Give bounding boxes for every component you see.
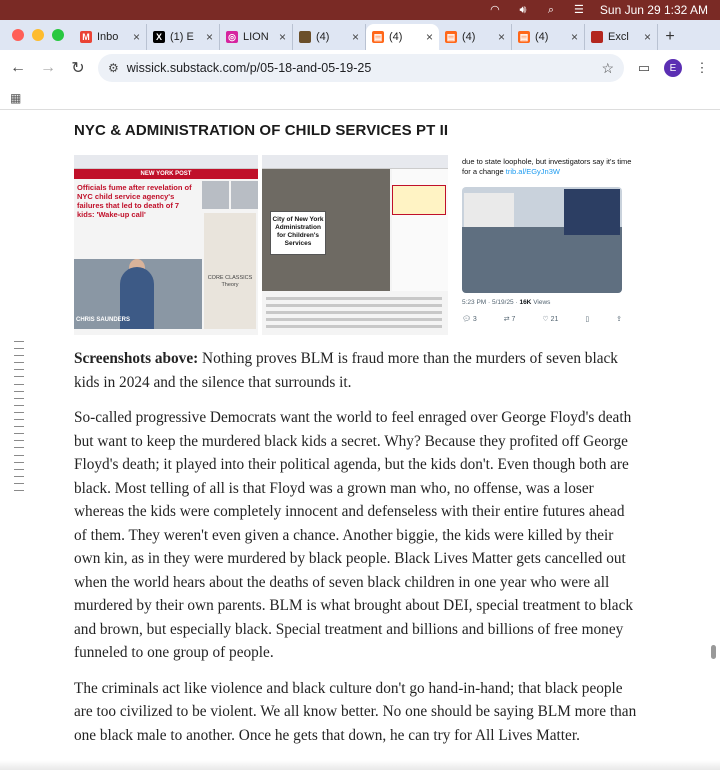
tab-label: (1) E	[170, 31, 194, 43]
tweet-text: due to state loophole, but investigators say it's time for a change trib.al/EGyJn3W	[462, 157, 632, 176]
close-window-button[interactable]	[12, 29, 24, 41]
article-body	[74, 347, 640, 759]
nypost-headline: Officials fume after revelation of NYC child service agency's failures that led to death of 7 kids: 'Wake-up call'	[77, 183, 192, 219]
address-bar[interactable]	[98, 54, 624, 82]
tab-favicon-icon: M	[80, 31, 92, 43]
glass-building	[462, 227, 622, 293]
tab-label: LION	[243, 31, 269, 43]
tweet-meta: 5:23 PM · 5/19/25 · 16K Views	[462, 299, 551, 306]
bookmark-icon: ▯	[585, 316, 590, 323]
table-of-contents-rail[interactable]	[14, 341, 24, 497]
article-body-lines	[266, 297, 442, 332]
tab-favicon-icon: X	[153, 31, 165, 43]
new-tab-button[interactable]: +	[665, 28, 675, 45]
tab-label: (4)	[316, 31, 330, 43]
browser-tab[interactable]	[293, 24, 366, 50]
tab-label: Excl	[608, 31, 629, 43]
video-lower-third: CHRIS SAUNDERS	[76, 317, 131, 323]
acs-sign-inset	[464, 193, 514, 227]
tab-strip	[0, 20, 720, 50]
reload-icon[interactable]: ↻	[71, 60, 85, 77]
tab-favicon-icon: ▤	[519, 32, 529, 42]
related-thumbnails	[202, 181, 258, 209]
window-controls	[0, 20, 74, 50]
tweet-image	[462, 187, 622, 293]
close-tab-icon[interactable]: ×	[132, 30, 140, 44]
zoom-window-button[interactable]	[52, 29, 64, 41]
spotlight-search-icon[interactable]: ⌕	[547, 4, 554, 16]
tweet-actions	[462, 315, 622, 323]
browser-tab[interactable]	[74, 24, 147, 50]
close-tab-icon[interactable]: ×	[570, 30, 578, 44]
close-tab-icon[interactable]: ×	[497, 30, 505, 44]
profile-avatar[interactable]: E	[664, 59, 682, 77]
reply-icon: 💬︎ 3	[462, 316, 477, 323]
screenshot-acs-building[interactable]	[262, 155, 448, 335]
control-center-icon[interactable]: ☰	[573, 4, 584, 16]
screenshot-tweet[interactable]	[462, 155, 634, 335]
share-icon: ⇪	[616, 316, 622, 323]
page-scrollbar[interactable]	[711, 645, 716, 659]
browser-menu-icon[interactable]: ⋮	[695, 60, 709, 75]
bottom-fade	[0, 760, 720, 770]
acs-building-photo	[262, 169, 390, 291]
site-info-icon[interactable]: ⚙	[108, 61, 119, 75]
video-frame	[74, 259, 202, 329]
reading-mode-icon[interactable]: ▭	[637, 60, 651, 75]
substack-post	[0, 111, 720, 770]
close-tab-icon[interactable]: ×	[643, 30, 651, 44]
forward-arrow-icon[interactable]: →	[40, 59, 56, 76]
screenshot-collage	[74, 155, 634, 335]
close-tab-icon[interactable]: ×	[425, 30, 433, 44]
tab-favicon-icon: ▤	[446, 32, 456, 42]
repost-icon: ⇄ 7	[503, 316, 516, 323]
apps-grid-icon[interactable]: ▦	[10, 90, 22, 105]
wifi-icon[interactable]: ◠	[490, 4, 500, 16]
tab-favicon-icon: ▤	[373, 32, 383, 42]
ad-text: CORE CLASSICS Theory	[207, 275, 253, 288]
back-arrow-icon[interactable]: ←	[10, 59, 26, 76]
browser-toolbar	[0, 50, 720, 86]
close-tab-icon[interactable]: ×	[351, 30, 359, 44]
tab-favicon-icon	[299, 31, 311, 43]
minimize-window-button[interactable]	[32, 29, 44, 41]
macos-menubar	[0, 0, 720, 20]
tweet-link[interactable]: trib.al/EGyJn3W	[505, 167, 560, 176]
post-section-heading: NYC & ADMINISTRATION OF CHILD SERVICES PT II	[74, 122, 449, 139]
browser-tab[interactable]	[439, 24, 512, 50]
tab-label: Inbo	[97, 31, 119, 43]
acs-sign: City of New York Administration for Children's Services	[270, 211, 326, 255]
tab-label: (4)	[535, 31, 549, 43]
side-advertisement	[204, 213, 256, 329]
nypost-masthead: NEW YORK POST	[74, 169, 258, 179]
like-icon: ♡ 21	[542, 316, 559, 323]
screenshot-nypost-article[interactable]	[74, 155, 258, 335]
tab-label: (4)	[462, 31, 476, 43]
browser-tab[interactable]	[220, 24, 293, 50]
volume-icon[interactable]: 🔊︎	[519, 4, 527, 16]
close-tab-icon[interactable]: ×	[278, 30, 286, 44]
embedded-browser-bar	[74, 155, 258, 169]
paragraph-3: The criminals act like violence and black culture don't go hand-in-hand; that black people are too civilized to be violent. We all know better. No one should be saying BLM more than one black male to another. Once he gets that down, he can try for All Lives Matter.	[74, 679, 637, 744]
embedded-browser-bar	[262, 155, 448, 169]
bookmarks-bar	[0, 86, 720, 110]
browser-tab[interactable]	[585, 24, 658, 50]
tab-favicon-icon: ◎	[226, 31, 238, 43]
tab-favicon-icon	[591, 31, 603, 43]
browser-tab[interactable]	[147, 24, 220, 50]
tab-label: (4)	[389, 31, 403, 43]
menubar-datetime[interactable]: Sun Jun 29 1:32 AM	[599, 3, 708, 17]
browser-tab[interactable]	[366, 24, 439, 50]
nypost-promo-box	[392, 185, 446, 215]
close-tab-icon[interactable]: ×	[205, 30, 213, 44]
browser-tab[interactable]	[512, 24, 585, 50]
paragraph-1: Screenshots above: Nothing proves BLM is fraud more than the murders of seven black kids in 2024 and the silence that surrounds it.	[74, 350, 618, 391]
paragraph-2: So-called progressive Democrats want the world to feel enraged over George Floyd's death but want to keep the murdered black kids a secret. Why? Because they profited off George Floyd's death; it played into their political agenda, but the kids don't. Even though both are black. Most telling of all is that Floyd was a grown man who, no offense, was a loser whereas the kids were completely innocent and defenseless with their entire futures ahead of them. They weren't even given a chance. Another biggie, the kids were killed by their own kin, as in they were murdered by black people. Black Lives Matter gets cancelled out when the world hears about the deaths of seven black children in one year who were all murdered by their own parents. BLM is what brought about DEI, special treatment to black and brown, but especially black. Special treatment and billions and billions of free money funneled to one group of people.	[74, 409, 634, 661]
speaker-inset	[564, 189, 620, 235]
tabs	[74, 20, 658, 50]
address-url[interactable]: wissick.substack.com/p/05-18-and-05-19-25	[126, 61, 372, 75]
bookmark-star-icon[interactable]: ☆	[601, 59, 614, 76]
